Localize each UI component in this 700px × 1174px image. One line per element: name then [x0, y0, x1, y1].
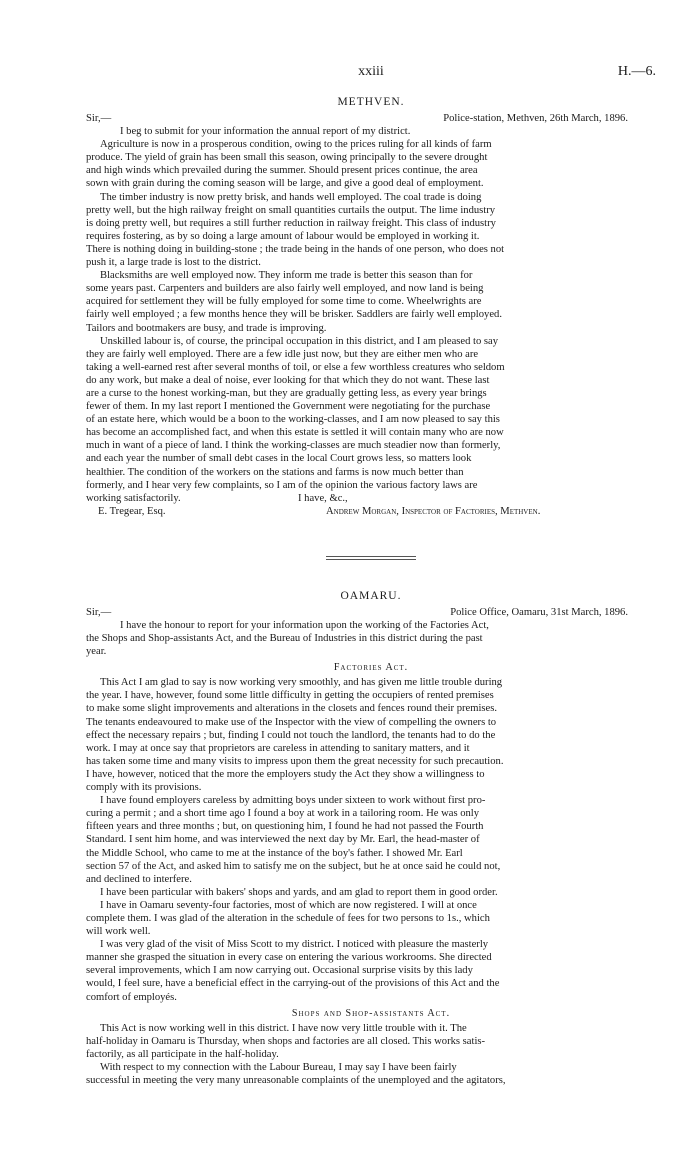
text-line: half-holiday in Oamaru is Thursday, when shops and factories are all closed. This works satis-	[86, 1035, 486, 1047]
text-line: healthier. The condition of the workers on the stations and farms is now much better than	[86, 466, 464, 478]
factories-act-body	[86, 676, 656, 1003]
text-line: comfort of employés.	[86, 991, 177, 1003]
text-line: produce. The yield of grain has been small this season, owing principally to the severe drought	[86, 152, 488, 164]
text-line: the Shops and Shop-assistants Act, and the Bureau of Industries in this district during the past	[86, 633, 483, 645]
text-line: year.	[86, 646, 107, 658]
methven-body	[86, 125, 656, 492]
text-line: I was very glad of the visit of Miss Scott to my district. I noticed with pleasure the masterly	[100, 939, 489, 951]
methven-salutation-line	[86, 112, 656, 125]
text-line: factorily, as all participate in the half-holiday.	[86, 1048, 279, 1060]
text-line: section 57 of the Act, and asked him to satisfy me on the subject, but he at once said he could not,	[86, 860, 501, 872]
text-line: are a curse to the honest working-man, but they are gradually getting less, as every year brings	[86, 387, 487, 399]
text-line: I have the honour to report for your information upon the working of the Factories Act,	[120, 620, 489, 631]
methven-report	[86, 96, 656, 518]
page-number: xxiii	[358, 64, 384, 79]
text-line: some years past. Carpenters and builders are also fairly well employed, and now land is being	[86, 283, 484, 295]
text-line: of an estate here, which would be a boon to the working-classes, and I am now pleased to say this	[86, 414, 500, 426]
methven-place-date: Police-station, Methven, 26th March, 1896.	[443, 113, 628, 124]
text-line: Standard. I sent him home, and was interviewed the next day by Mr. Earl, the head-master of	[86, 834, 480, 846]
text-line: I have, however, noticed that the more the employers study the Act they show a willingness to	[86, 768, 485, 780]
text-line: I have been particular with bakers' shops and yards, and am glad to report them in good order.	[100, 886, 498, 898]
text-line: the Middle School, who came to me at the instance of the boy's father. I showed Mr. Earl	[86, 847, 463, 859]
text-line: Unskilled labour is, of course, the principal occupation in this district, and I am pleased to say	[100, 335, 499, 347]
shops-act-heading: Shops and Shop-assistants Act.	[291, 1007, 451, 1019]
text-line: requires fostering, as by so doing a large amount of labour would be employed in working it.	[86, 230, 480, 242]
text-line: This Act I am glad to say is now working very smoothly, and has given me little trouble during	[100, 677, 503, 689]
text-line: to make some slight improvements and alterations in the closets and fences round their premises.	[86, 703, 497, 715]
text-line: The timber industry is now pretty brisk, and hands well employed. The coal trade is doing	[100, 191, 482, 203]
text-line: work. I may at once say that proprietors are careless in attending to sanitary matters, and it	[86, 742, 470, 754]
methven-closing-left: working satisfactorily.	[86, 492, 181, 504]
methven-closing	[86, 492, 656, 505]
text-line: fairly well employed ; a few months hence they will be brisker. Saddlers are fairly well employed.	[86, 309, 502, 321]
text-line: much in want of a piece of land. I think the working-classes are much steadier now than formerly,	[86, 440, 501, 452]
text-line: is doing pretty well, but requires a still further reduction in railway freight. This class of industry	[86, 217, 496, 229]
text-line: sown with grain during the coming season will be large, and give a good deal of employment.	[86, 178, 484, 190]
shops-act-body	[86, 1022, 656, 1087]
text-line: curing a permit ; and a short time ago I found a boy at work in a tailoring room. He was only	[86, 808, 480, 820]
text-line: formerly, and I hear very few complaints, so I am of the opinion the various factory laws are	[86, 479, 478, 491]
text-line: Agriculture is now in a prosperous condition, owing to the prices ruling for all kinds of farm	[100, 139, 492, 151]
text-line: several improvements, which I am now carrying out. Occasional surprise visits by this lady	[86, 965, 473, 977]
text-line: complete them. I was glad of the alteration in the schedule of fees for two persons to 1s., which	[86, 912, 490, 924]
text-line: Tailors and bootmakers are busy, and trade is improving.	[86, 322, 327, 334]
text-line: I have found employers careless by admitting boys under sixteen to work without first pro-	[100, 795, 486, 807]
methven-signature-line	[86, 505, 656, 518]
text-line: the year. I have, however, found some little difficulty in getting the occupiers of rented premises	[86, 690, 494, 702]
text-line: they are fairly well employed. There are a few idle just now, but they are either men who are	[86, 348, 479, 360]
text-line: taking a well-earned rest after several months of toil, or else a few worthless creatures who seldom	[86, 361, 505, 373]
text-line: I beg to submit for your information the annual report of my district.	[120, 126, 411, 138]
text-line: pretty well, but the high railway freight on small quantities curtails the output. The lime industry	[86, 204, 496, 216]
page-header	[86, 64, 656, 86]
text-line: successful in meeting the very many unreasonable complaints of the unemployed and the agitators,	[86, 1075, 506, 1086]
text-line: fewer of them. In my last report I mentioned the Government were negotiating for the purchase	[86, 401, 491, 413]
methven-signature: Andrew Morgan, Inspector of Factories, Methven.	[326, 505, 541, 517]
oamaru-report	[86, 590, 656, 1087]
text-line: push it, a large trade is lost to the district.	[86, 257, 261, 269]
oamaru-place-date: Police Office, Oamaru, 31st March, 1896.	[450, 606, 628, 618]
oamaru-intro	[86, 619, 656, 658]
text-line: I have in Oamaru seventy-four factories, most of which are now registered. I will at once	[100, 899, 477, 911]
oamaru-salutation-line	[86, 606, 656, 619]
methven-salutation: Sir,—	[86, 113, 112, 124]
document-code: H.—6.	[617, 64, 656, 79]
text-line: effect the necessary repairs ; but, finding I could not touch the landlord, the tenants had to do the	[86, 729, 496, 741]
text-line: manner she grasped the situation in every case on entering the various workrooms. She directed	[86, 952, 492, 964]
text-line: has become an accomplished fact, and when this estate is settled it will contain many who are now	[86, 427, 504, 439]
text-line: and each year the number of small debt cases in the local Court grows less, so matters look	[86, 453, 472, 465]
text-line: fifteen years and three months ; but, on questioning him, I found he had not passed the Fourth	[86, 821, 484, 833]
factories-act-heading: Factories Act.	[333, 662, 409, 674]
document-page	[86, 64, 656, 1087]
text-line: will work well.	[86, 926, 151, 938]
text-line: would, I feel sure, have a beneficial effect in the carrying-out of the provisions of this Act and the	[86, 978, 500, 990]
text-line: comply with its provisions.	[86, 782, 202, 794]
methven-title: METHVEN.	[337, 96, 405, 108]
oamaru-salutation: Sir,—	[86, 606, 112, 618]
text-line: do any work, but make a deal of noise, ever looking for that which they do not want. These last	[86, 374, 490, 386]
text-line: With respect to my connection with the Labour Bureau, I may say I have been fairly	[100, 1061, 457, 1073]
text-line: acquired for settlement they will be fully employed for some time to come. Wheelwrights are	[86, 296, 482, 308]
text-line: Blacksmiths are well employed now. They inform me trade is better this season than for	[100, 270, 473, 282]
text-line: There is nothing doing in building-stone ; the trade being in the hands of one person, who does not	[86, 243, 505, 255]
text-line: has taken some time and many visits to impress upon them the great necessity for such precaution.	[86, 755, 504, 767]
text-line: The tenants endeavoured to make use of the Inspector with the view of compelling the owners to	[86, 716, 497, 728]
text-line: and high winds which prevailed during the summer. Should present prices continue, the area	[86, 165, 478, 177]
oamaru-title: OAMARU.	[340, 589, 402, 602]
methven-closing-right: I have, &c.,	[298, 492, 348, 504]
text-line: and declined to interfere.	[86, 873, 192, 885]
methven-addressee: E. Tregear, Esq.	[98, 505, 166, 517]
section-divider	[326, 556, 416, 560]
text-line: This Act is now working well in this district. I have now very little trouble with it. The	[100, 1022, 467, 1034]
